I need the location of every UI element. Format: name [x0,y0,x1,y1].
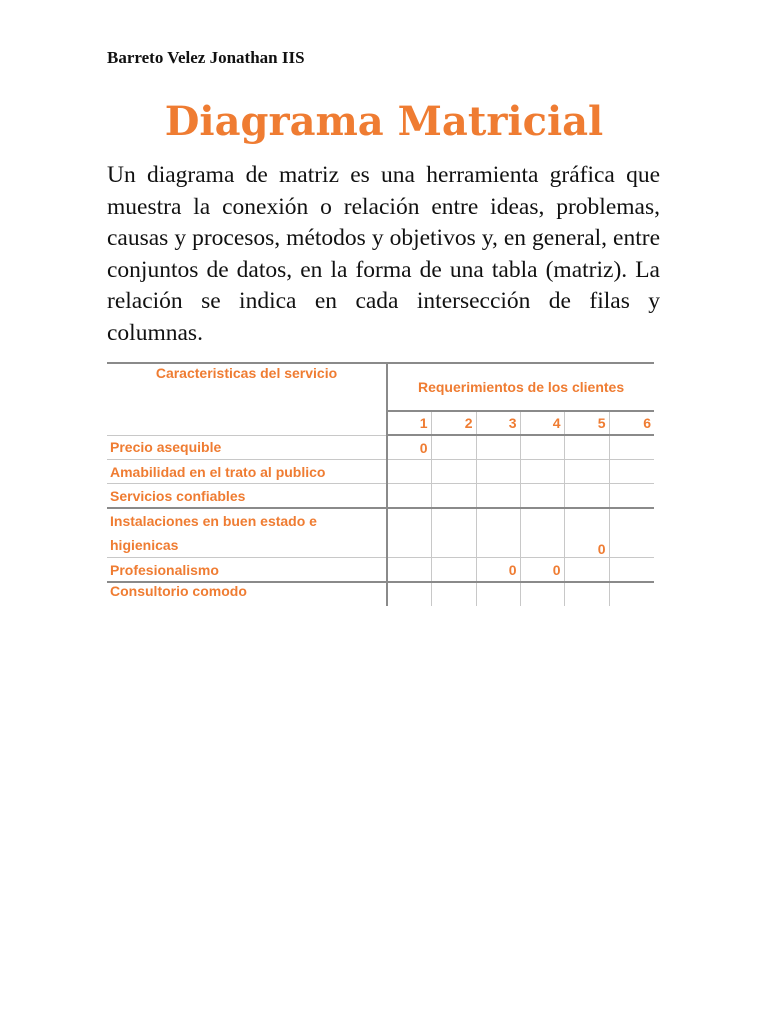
matrix-cell [564,558,609,583]
matrix-cell [431,582,476,606]
matrix-cell [520,460,564,484]
matrix-cell [387,558,431,583]
matrix-cell [476,508,520,558]
matrix-cell [609,508,654,558]
matrix-cell [387,582,431,606]
column-header: 2 [431,411,476,435]
matrix-cell [564,435,609,460]
matrix-cell: 0 [476,558,520,583]
matrix-cell [387,460,431,484]
matrix-cell [520,484,564,509]
body-paragraph: Un diagrama de matriz es una herramienta gráfica que muestra la conexión o relación entre ideas, problemas, causas y procesos, métodos y objetivos y, en general, entre conjuntos de datos, en la forma de una tabla (matriz). La relación se indica en cada intersección de filas y columnas. [107,162,660,346]
author-name: Barreto Velez Jonathan IIS [107,48,305,67]
matrix-cell: 0 [387,435,431,460]
matrix-cell [609,435,654,460]
matrix-cell [476,460,520,484]
matrix-cell [431,558,476,583]
row-label: Precio asequible [107,435,387,460]
table-row [107,460,654,484]
matrix-cell [520,508,564,558]
matrix-cell [609,558,654,583]
table-row [107,508,654,558]
column-header: 4 [520,411,564,435]
matrix-cell [387,484,431,509]
matrix-cell [476,484,520,509]
matrix-cell [609,582,654,606]
matrix-cell: 0 [564,508,609,558]
matrix-cell [476,582,520,606]
matrix-cell [431,435,476,460]
corner-header: Caracteristicas del servicio [107,363,387,435]
matrix-cell: 0 [520,558,564,583]
column-header: 5 [564,411,609,435]
matrix-cell [387,508,431,558]
matrix-cell [520,435,564,460]
table-row [107,582,654,606]
page-title: Diagrama Matricial [164,98,604,145]
row-label: Servicios confiables [107,484,387,509]
table-row [107,558,654,583]
matrix-cell [564,460,609,484]
matrix-cell [564,484,609,509]
group-header: Requerimientos de los clientes [387,363,654,411]
matrix-cell [431,460,476,484]
row-label: Instalaciones en buen estado e higienicas [107,508,387,558]
column-header: 1 [387,411,431,435]
matrix-cell [431,484,476,509]
matrix-cell [609,460,654,484]
row-label: Amabilidad en el trato al publico [107,460,387,484]
matrix-cell [476,435,520,460]
matrix-cell [609,484,654,509]
table-row [107,435,654,460]
matrix-table [107,362,654,604]
row-label: Consultorio comodo [107,582,387,606]
matrix-cell [564,582,609,606]
row-label: Profesionalismo [107,558,387,583]
column-header: 6 [609,411,654,435]
matrix-cell [520,582,564,606]
matrix-cell [431,508,476,558]
table-row [107,484,654,509]
column-header: 3 [476,411,520,435]
